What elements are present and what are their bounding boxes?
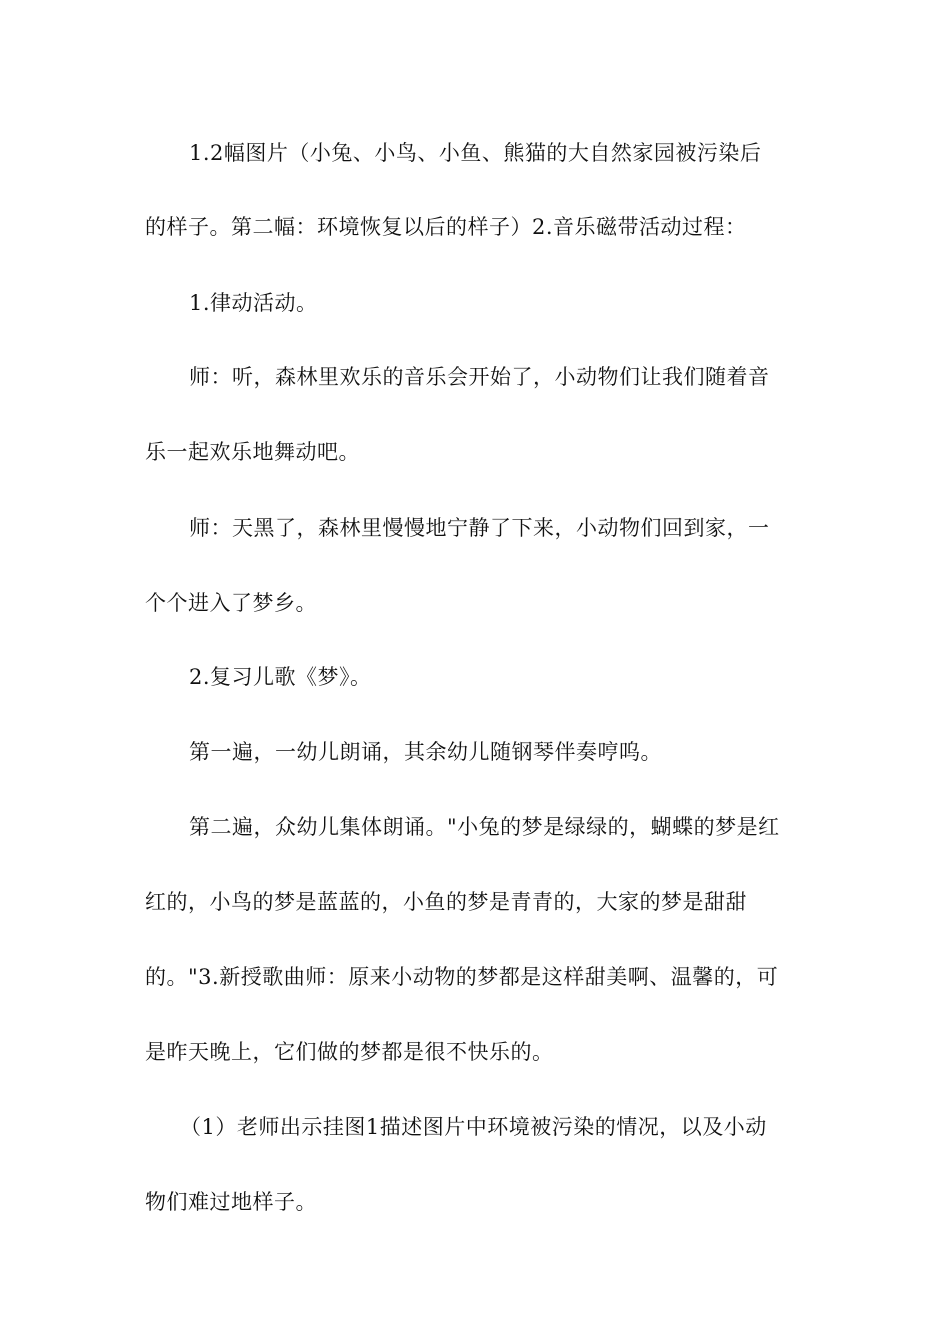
paragraph-line: 乐一起欢乐地舞动吧。: [145, 440, 360, 464]
paragraph-line: 师：听，森林里欢乐的音乐会开始了，小动物们让我们随着音: [189, 365, 770, 389]
paragraph-line: 1.2幅图片（小兔、小鸟、小鱼、熊猫的大自然家园被污染后: [189, 141, 762, 165]
paragraph-line: 师：天黑了，森林里慢慢地宁静了下来，小动物们回到家，一: [189, 516, 770, 540]
paragraph-line: 1.律动活动。: [189, 291, 318, 315]
paragraph-line: 红的，小鸟的梦是蓝蓝的，小鱼的梦是青青的，大家的梦是甜甜: [145, 890, 747, 914]
paragraph-line: 物们难过地样子。: [145, 1190, 317, 1214]
paragraph-line: 第一遍，一幼儿朗诵，其余幼儿随钢琴伴奏哼呜。: [189, 740, 662, 764]
paragraph-line: 的。"3.新授歌曲师：原来小动物的梦都是这样甜美啊、温馨的，可: [145, 965, 779, 989]
paragraph-line: 个个进入了梦乡。: [145, 591, 317, 615]
paragraph-line: （1）老师出示挂图1描述图片中环境被污染的情况，以及小动: [180, 1115, 767, 1139]
paragraph-line: 是昨天晚上，它们做的梦都是很不快乐的。: [145, 1040, 554, 1064]
paragraph-line: 的样子。第二幅：环境恢复以后的样子）2.音乐磁带活动过程：: [145, 215, 747, 239]
paragraph-line: 第二遍，众幼儿集体朗诵。"小兔的梦是绿绿的，蝴蝶的梦是红: [189, 815, 780, 839]
paragraph-line: 2.复习儿歌《梦》。: [189, 665, 372, 689]
